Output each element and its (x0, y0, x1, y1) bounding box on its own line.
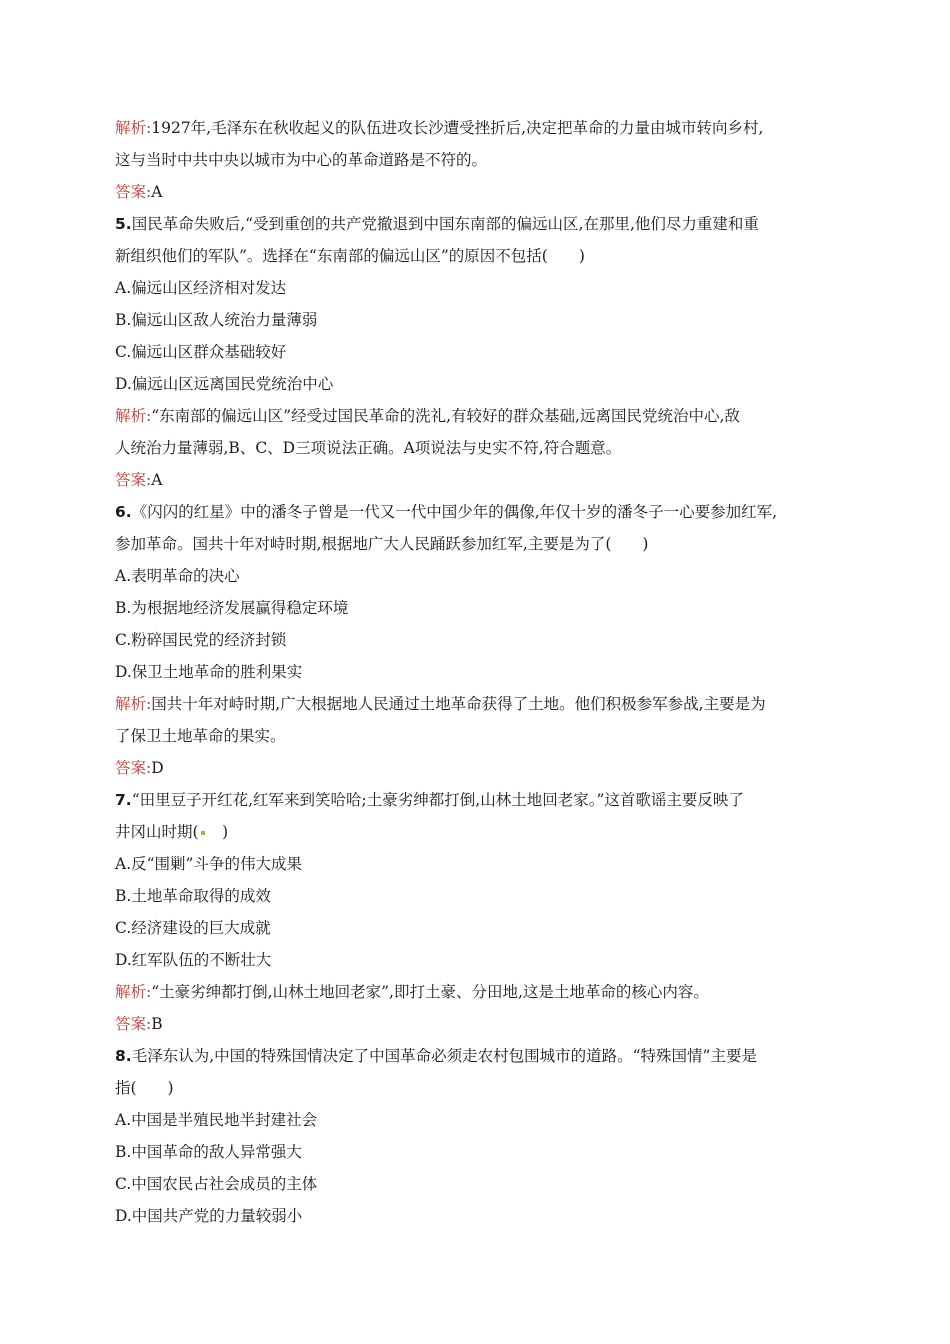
q8-stem-line-2: 指( ) (115, 1079, 174, 1097)
q5-stem-line-1 (115, 208, 835, 240)
answer-label: 答案: (115, 183, 152, 201)
answer-label: 答案: (115, 471, 152, 489)
q7-stem-line-2 (115, 816, 835, 848)
q6-answer (115, 752, 835, 784)
q7-option-b: B.土地革命取得的成效 (115, 887, 271, 905)
q5-answer (115, 464, 835, 496)
q6-number: 6. (115, 503, 132, 521)
q7-stem-text: “田里豆子开红花,红军来到笑哈哈;土豪劣绅都打倒,山林土地回老家。”这首歌谣主要反映了 (131, 791, 744, 809)
q5-stem-line-2: 新组织他们的军队”。选择在“东南部的偏远山区”的原因不包括( ) (115, 247, 585, 265)
q8-option-d: D.中国共产党的力量较弱小 (115, 1207, 303, 1225)
q6-option-a: A.表明革命的决心 (115, 567, 240, 585)
analysis-label: 解析: (115, 119, 152, 137)
q5-number: 5. (115, 215, 132, 233)
q5-answer-value: A (151, 471, 163, 489)
q8-option-b: B.中国革命的敌人异常强大 (115, 1143, 302, 1161)
q8-number: 8. (115, 1047, 132, 1065)
q7-option-d: D.红军队伍的不断壮大 (115, 951, 272, 969)
q4-analysis-text: 1927年,毛泽东在秋收起义的队伍进攻长沙遭受挫折后,决定把革命的力量由城市转向乡村, (151, 119, 764, 137)
q4-analysis-line-2: 这与当时中共中央以城市为中心的革命道路是不符的。 (115, 151, 488, 169)
q5-option-a: A.偏远山区经济相对发达 (115, 279, 287, 297)
analysis-label: 解析: (115, 695, 152, 713)
q8-stem-text: 毛泽东认为,中国的特殊国情决定了中国革命必须走农村包围城市的道路。“特殊国情”主要是 (131, 1047, 757, 1065)
q5-option-c: C.偏远山区群众基础较好 (115, 343, 287, 361)
q6-analysis-line-1 (115, 688, 835, 720)
answer-label: 答案: (115, 759, 152, 777)
q7-answer (115, 1008, 835, 1040)
q6-stem-line-1 (115, 496, 835, 528)
q7-stem-text-2b: ) (206, 823, 229, 841)
analysis-label: 解析: (115, 407, 152, 425)
q5-analysis-text: “东南部的偏远山区”经受过国民革命的洗礼,有较好的群众基础,远离国民党统治中心,敌 (151, 407, 740, 425)
q7-number: 7. (115, 791, 132, 809)
q6-stem-text: 《闪闪的红星》中的潘冬子曾是一代又一代中国少年的偶像,年仅十岁的潘冬子一心要参加红军, (131, 503, 778, 521)
q7-analysis-text: “土豪劣绅都打倒,山林土地回老家”,即打土豪、分田地,这是土地革命的核心内容。 (151, 983, 709, 1001)
q7-option-c: C.经济建设的巨大成就 (115, 919, 271, 937)
q4-analysis-line-1 (115, 112, 835, 144)
q7-stem-line-1 (115, 784, 835, 816)
q8-stem-line-1 (115, 1040, 835, 1072)
q6-analysis-text: 国共十年对峙时期,广大根据地人民通过土地革命获得了土地。他们积极参军参战,主要是为 (151, 695, 766, 713)
q8-option-c: C.中国农民占社会成员的主体 (115, 1175, 318, 1193)
document-page (115, 112, 835, 1232)
q6-option-c: C.粉碎国民党的经济封锁 (115, 631, 287, 649)
q4-answer-value: A (151, 183, 163, 201)
q5-analysis-line-2: 人统治力量薄弱,B、C、D三项说法正确。A项说法与史实不符,符合题意。 (115, 439, 622, 457)
q6-stem-line-2: 参加革命。国共十年对峙时期,根据地广大人民踊跃参加红军,主要是为了( ) (115, 535, 649, 553)
q8-option-a: A.中国是半殖民地半封建社会 (115, 1111, 318, 1129)
q5-analysis-line-1 (115, 400, 835, 432)
q6-option-d: D.保卫土地革命的胜利果实 (115, 663, 303, 681)
q4-answer (115, 176, 835, 208)
green-dot-mark (201, 831, 205, 835)
q6-analysis-line-2: 了保卫土地革命的果实。 (115, 727, 286, 745)
q7-answer-value: B (151, 1015, 163, 1033)
analysis-label: 解析: (115, 983, 152, 1001)
q6-option-b: B.为根据地经济发展赢得稳定环境 (115, 599, 349, 617)
q5-option-b: B.偏远山区敌人统治力量薄弱 (115, 311, 318, 329)
q6-answer-value: D (151, 759, 164, 777)
q7-option-a: A.反“围剿”斗争的伟大成果 (115, 855, 302, 873)
q7-stem-text-2a: 井冈山时期( (115, 823, 199, 841)
answer-label: 答案: (115, 1015, 152, 1033)
q5-stem-text: 国民革命失败后,“受到重创的共产党撤退到中国东南部的偏远山区,在那里,他们尽力重建和重 (131, 215, 759, 233)
q7-analysis-line-1 (115, 976, 835, 1008)
q5-option-d: D.偏远山区远离国民党统治中心 (115, 375, 334, 393)
